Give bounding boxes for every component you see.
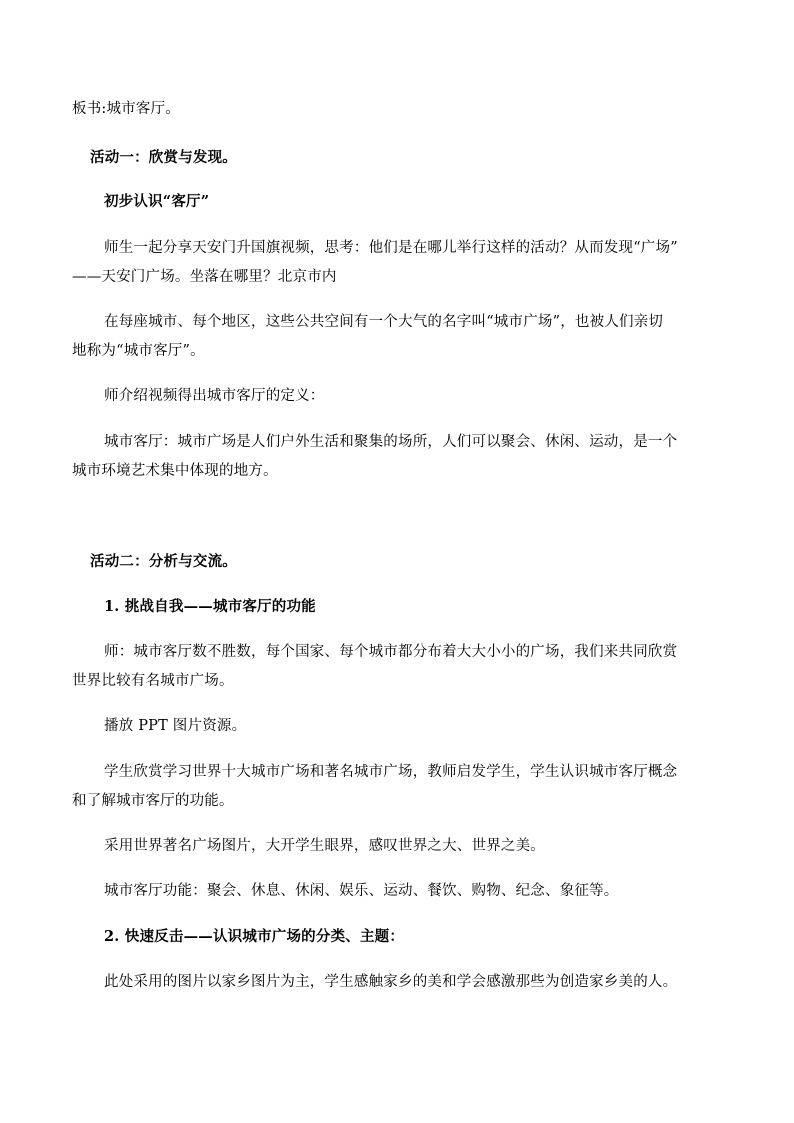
activity1-paragraph2-line1: 在每座城市、每个地区，这些公共空间有一个大气的名字叫“城市广场”，也被人们亲切 — [104, 314, 664, 330]
activity2-paragraph2: 播放 PPT 图片资源。 — [104, 718, 247, 734]
activity2-heading: 活动二：分析与交流。 — [90, 553, 237, 570]
activity1-subheading: 初步认识“客厅” — [104, 193, 210, 210]
activity2-paragraph4: 采用世界著名广场图片，大开学生眼界，感叹世界之大、世界之美。 — [104, 838, 545, 854]
activity1-paragraph1-line2: ——天安门广场。坐落在哪里？北京市内 — [72, 269, 337, 285]
activity1-paragraph4-line2: 城市环境艺术集中体现的地方。 — [72, 463, 278, 479]
activity2-paragraph5: 城市客厅功能：聚会、休息、休闲、娱乐、运动、餐饮、购物、纪念、象征等。 — [104, 883, 619, 899]
activity1-paragraph2-line2: 地称为“城市客厅”。 — [72, 343, 205, 359]
activity2-item2-heading: 2. 快速反击——认识城市广场的分类、主题： — [104, 928, 405, 945]
activity2-item1-heading: 1. 挑战自我——城市客厅的功能 — [104, 598, 316, 615]
activity1-heading: 活动一：欣赏与发现。 — [90, 149, 237, 166]
activity2-paragraph3-line1: 学生欣赏学习世界十大城市广场和著名城市广场，教师启发学生，学生认识城市客厅概念 — [104, 764, 678, 780]
activity2-paragraph6: 此处采用的图片以家乡图片为主，学生感触家乡的美和学会感激那些为创造家乡美的人。 — [104, 974, 678, 990]
board-note: 板书:城市客厅。 — [72, 101, 180, 117]
activity1-paragraph3: 师介绍视频得出城市客厅的定义： — [104, 388, 325, 404]
activity1-paragraph4-line1: 城市客厅：城市广场是人们户外生活和聚集的场所，人们可以聚会、休闲、运动，是一个 — [104, 434, 678, 450]
activity2-paragraph1-line2: 世界比较有名城市广场。 — [72, 673, 234, 689]
activity1-paragraph1-line1: 师生一起分享天安门升国旗视频，思考：他们是在哪儿举行这样的活动？从而发现“广场” — [104, 240, 678, 256]
activity2-paragraph1-line1: 师：城市客厅数不胜数，每个国家、每个城市都分布着大大小小的广场，我们来共同欣赏 — [104, 644, 678, 660]
activity2-paragraph3-line2: 和了解城市客厅的功能。 — [72, 793, 234, 809]
